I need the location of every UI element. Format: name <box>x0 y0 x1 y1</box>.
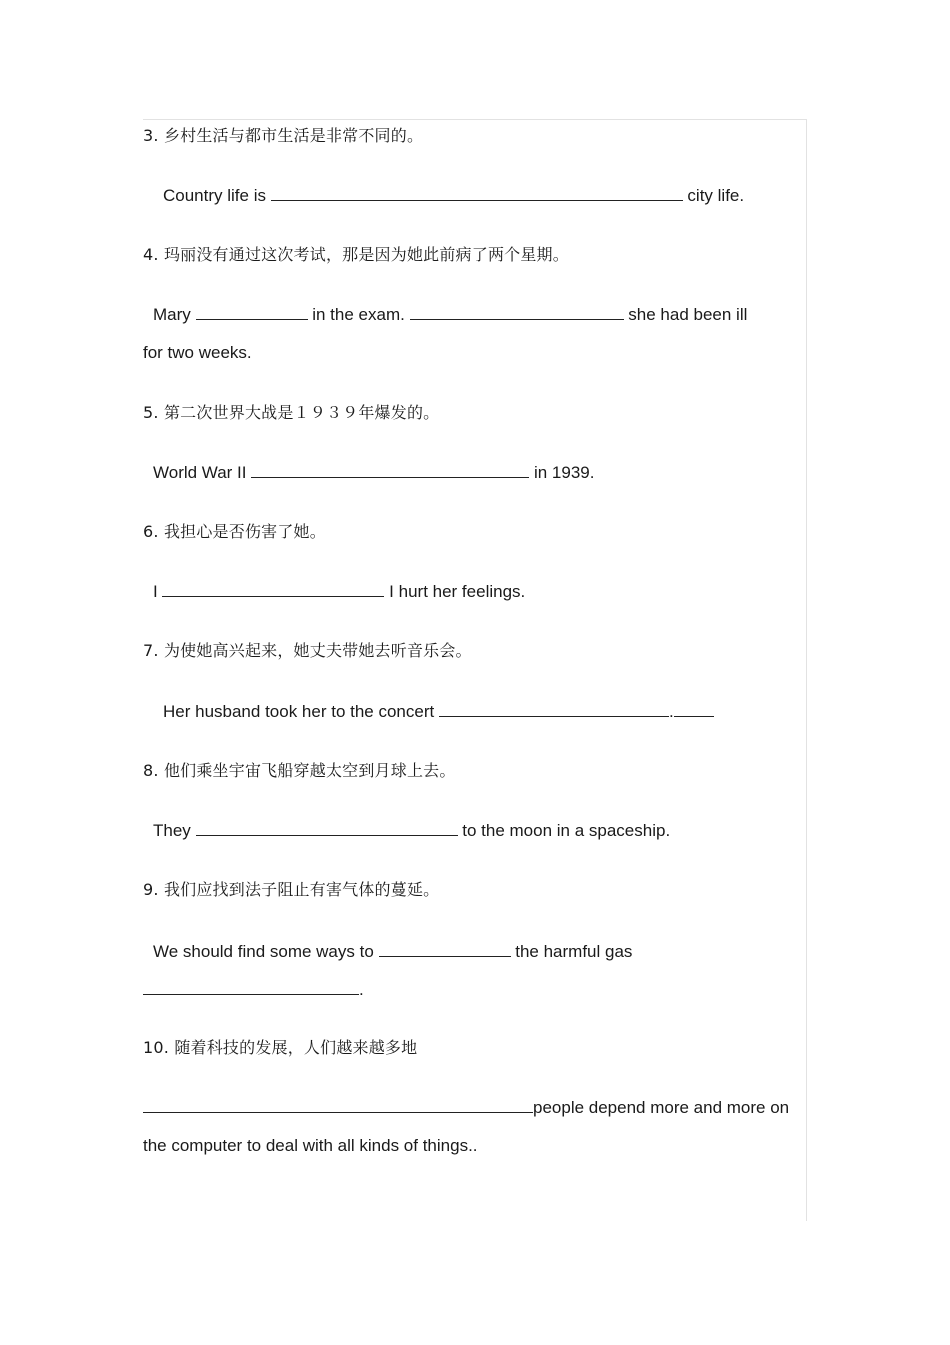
sentence-3: Country life is city life. <box>163 186 745 205</box>
answer-blank-3[interactable] <box>271 186 683 201</box>
question-10: 10. 随着科技的发展，人们越来越多地 <box>143 1038 418 1057</box>
question-5: 5. 第二次世界大战是１９３９年爆发的。 <box>143 403 440 422</box>
sentence-6: I I hurt her feelings. <box>153 582 526 601</box>
sentence-9: We should find some ways to the harmful gas <box>153 942 633 961</box>
question-4: 4. 玛丽没有通过这次考试，那是因为她此前病了两个星期。 <box>143 245 569 264</box>
answer-blank-10[interactable] <box>143 1098 533 1113</box>
sentence-4-continuation: for two weeks. <box>143 343 252 362</box>
sentence-9-continuation: . <box>143 980 364 1000</box>
sentence-5: World War II in 1939. <box>153 463 595 482</box>
sentence-7: Her husband took her to the concert . <box>163 702 714 722</box>
question-7: 7. 为使她高兴起来，她丈夫带她去听音乐会。 <box>143 641 472 660</box>
sentence-10-continuation: the computer to deal with all kinds of things.. <box>143 1136 478 1155</box>
question-8: 8. 他们乘坐宇宙飞船穿越太空到月球上去。 <box>143 761 456 780</box>
answer-blank-4b[interactable] <box>410 305 624 320</box>
answer-blank-9b[interactable] <box>143 980 359 995</box>
sentence-10: people depend more and more on <box>143 1098 789 1118</box>
sentence-8: They to the moon in a spaceship. <box>153 821 671 840</box>
answer-blank-8[interactable] <box>196 821 458 836</box>
question-6: 6. 我担心是否伤害了她。 <box>143 522 326 541</box>
answer-blank-5[interactable] <box>251 463 529 478</box>
answer-blank-6[interactable] <box>162 582 384 597</box>
question-3: 3. 乡村生活与都市生活是非常不同的。 <box>143 126 424 145</box>
answer-blank-9a[interactable] <box>379 942 511 957</box>
question-9: 9. 我们应找到法子阻止有害气体的蔓延。 <box>143 880 440 899</box>
sentence-4: Mary in the exam. she had been ill <box>153 305 748 324</box>
answer-blank-7-tail <box>674 702 714 717</box>
answer-blank-4a[interactable] <box>196 305 308 320</box>
answer-blank-7[interactable] <box>439 702 669 717</box>
